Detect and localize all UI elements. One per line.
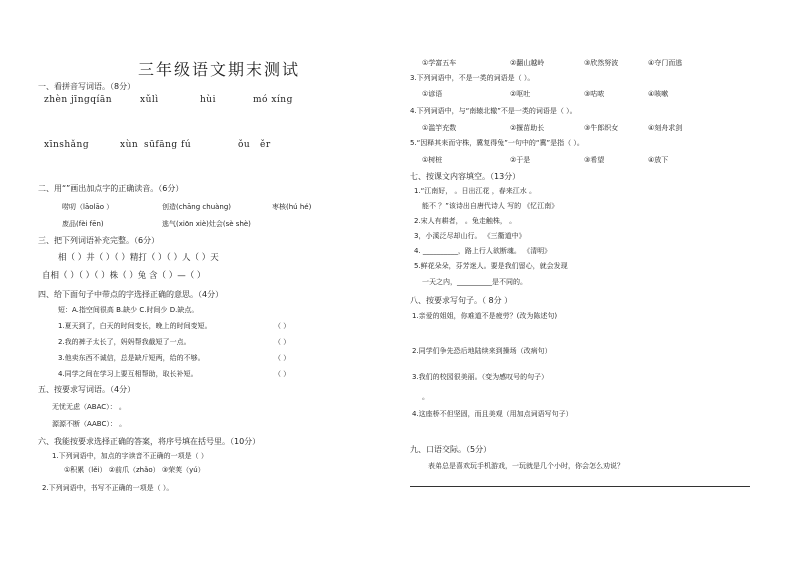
q5-item-1: 无忧无虑（ABAC）： 。	[52, 403, 126, 411]
answer-line[interactable]	[410, 486, 750, 487]
q1-heading: 一、看拼音写词语。（8分）	[38, 82, 136, 91]
q4-answer-4[interactable]: （ ）	[274, 370, 291, 378]
pinyin-6: xùn	[120, 140, 139, 150]
r-q4-opt-1: ①滥竽充数	[422, 124, 457, 132]
r-q7-l1b: 能不 ？”该诗出自唐代诗人 写的 《忆江南》	[422, 202, 559, 210]
r-q3-opt-2: ②呕吐	[510, 90, 531, 98]
r-q7-l5b: 一天之内，__________是不同的。	[422, 278, 527, 286]
r-top-opt-2: ②翻山越岭	[510, 59, 545, 67]
q5-heading: 五、按要求写词语。（4分）	[38, 385, 136, 394]
r-top-opt-4: ④夺门而逃	[648, 59, 683, 67]
q6-sub1: 1.下列词语中，加点的字读音不正确的一项是（ ）	[52, 452, 208, 460]
r-q7-heading: 七、按课文内容填空。（13分）	[410, 172, 521, 181]
r-q3: 3.下列词语中，不是一类的词语是（ ）。	[410, 74, 535, 82]
pinyin-3: hùi	[200, 95, 216, 105]
r-q8-item-4: 4.这座桥不但坚固，而且美观（用加点词语写句子）	[412, 410, 573, 418]
pinyin-2: xǔlì	[140, 95, 159, 105]
page-title: 三年级语文期末测试	[138, 60, 301, 79]
r-q5: 5.“因释其耒而守株，冀复得兔”一句中的“冀”是指（ ）。	[410, 139, 584, 147]
q5-item-2: 源源不断（AABC）： 。	[52, 420, 127, 428]
q3-row-1: 相（ ）井（ ）（ ）精打（ ）（ ）人（ ）天	[58, 253, 219, 263]
r-q9-body: 表弟总是喜欢玩手机游戏，一玩就是几个小时，你会怎么劝说？	[428, 462, 624, 470]
q4-answer-3[interactable]: （ ）	[274, 354, 291, 362]
r-q3-opt-4: ④咳嗽	[648, 90, 669, 98]
pinyin-9: ěr	[260, 140, 271, 150]
q4-item-2: 2.我的裤子太长了，妈妈帮我截短了一点。	[58, 338, 191, 346]
q2-item-1: 唠叨（lāolāo ）	[62, 203, 114, 211]
r-q4: 4.下列词语中，与“南辕北辙”不是一类的词语是（ ）。	[410, 107, 577, 115]
q3-heading: 三、把下列词语补充完整。（6分）	[38, 236, 160, 245]
r-q4-opt-4: ④刻舟求剑	[648, 124, 683, 132]
q2-item-2: 创造(chāng chuàng)	[162, 203, 232, 211]
r-q4-opt-3: ③牛郎织女	[584, 124, 619, 132]
q2-item-3: 枣核(hú hé)	[272, 203, 312, 211]
r-top-opt-1: ①学富五车	[422, 59, 457, 67]
r-q7-l2: 2.宋人有耕者， 。兔走触株， 。	[414, 217, 517, 225]
q6-sub2: 2.下列词语中，书写不正确的一项是（ ）。	[42, 484, 174, 492]
q2-heading: 二、用“”画出加点字的正确读音。（6分）	[38, 184, 184, 193]
r-q9-heading: 九、口语交际。（5分）	[410, 445, 492, 454]
r-q3-opt-1: ①谚语	[422, 90, 443, 98]
r-q7-l5: 5.鲜花朵朵，芬芳迷人。要是我们留心，就会发现	[414, 262, 568, 270]
q4-answer-2[interactable]: （ ）	[274, 338, 291, 346]
q3-row-2: 自相（ ）（ ）（ ）株（ ）兔 含（ ）—（ ）	[42, 271, 206, 281]
r-q8-item-1: 1.亲爱的姐姐，你难道不是疲劳？(改为陈述句)	[412, 312, 558, 320]
q4-heading: 四、给下面句子中带点的字选择正确的意思。（4分）	[38, 290, 224, 299]
r-q5-opt-1: ①树桩	[422, 156, 443, 164]
r-q7-l3: 3，小溪泛尽却山行。 《三衢道中》	[414, 232, 526, 240]
r-q5-opt-3: ③希望	[584, 156, 605, 164]
r-q8-dot: 。	[422, 393, 429, 401]
r-q8-heading: 八、按要求写句子。（ 8分 ）	[410, 296, 513, 305]
r-q8-item-3: 3.我们的校园很美丽。（变为感叹号的句子）	[412, 373, 549, 381]
pinyin-4: mó xíng	[253, 95, 293, 105]
r-q8-item-2: 2.同学们争先恐后地陆续来到操场（改病句）	[412, 347, 552, 355]
q2-item-5: 逃气(xiōn xiè)灶会(sè shè)	[162, 220, 251, 228]
pinyin-5: xīnshǎng	[44, 140, 90, 150]
q4-item-1: 1.夏天到了，白天的时间变长，晚上的时间变短。	[58, 322, 212, 330]
r-q4-opt-2: ②揠苗助长	[510, 124, 545, 132]
r-top-opt-3: ③欣然努波	[584, 59, 619, 67]
pinyin-8: ǒu	[238, 140, 251, 150]
q4-item-3: 3.他卖东西不诚信，总是缺斤短两，给的不够。	[58, 354, 205, 362]
q2-item-4: 废品(fèi fēn)	[62, 220, 104, 228]
q4-answer-1[interactable]: （ ）	[274, 322, 291, 330]
q6-sub1-options: ①积累（lěi） ②前爪（zhǎo） ③荣荚（yú）	[64, 466, 205, 474]
pinyin-1: zhèn jīngqíān	[44, 95, 113, 105]
r-q5-opt-4: ④放下	[648, 156, 669, 164]
pinyin-7: sūfāng fú	[144, 140, 192, 150]
q6-heading: 六、我能按要求选择正确的答案，将序号填在括号里。（10分）	[38, 437, 261, 446]
r-q5-opt-2: ②于是	[510, 156, 531, 164]
r-q3-opt-3: ③咕哝	[584, 90, 605, 98]
r-q7-l1: 1.“江南好， 。日出江花 ，春来江水 。	[414, 187, 536, 195]
r-q7-l4: 4. __________，路上行人欲断魂。 《清明》	[414, 247, 552, 255]
q4-options: 短：A.指空间很高 B.缺少 C.时间少 D.缺点。	[58, 306, 199, 314]
q4-item-4: 4.同学之间在学习上要互相帮助，取长补短。	[58, 370, 198, 378]
